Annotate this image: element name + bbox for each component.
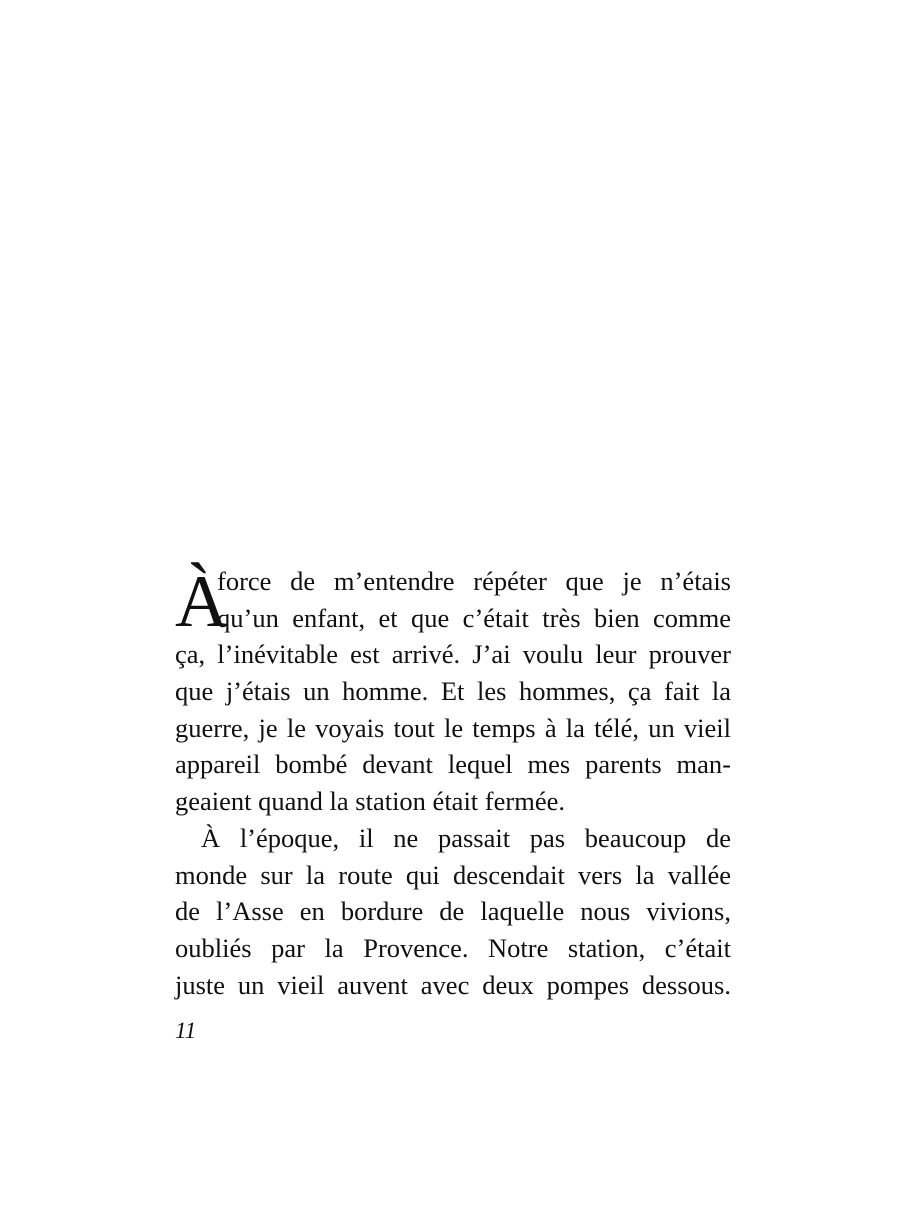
text-line: guerre, je le voyais tout le temps à la télé, un vieil (175, 712, 731, 743)
text-line: qu’un enfant, et que c’était très bien comme (217, 602, 731, 633)
text-line: juste un vieil auvent avec deux pompes dessous. (175, 969, 731, 1000)
text-line: À l’époque, il ne passait pas beaucoup de (201, 822, 731, 853)
drop-cap: À (175, 561, 229, 643)
text-line: ça, l’inévitable est arrivé. J’ai voulu leur prouver (175, 639, 731, 670)
text-line: oubliés par la Provence. Notre station, c’était (175, 932, 731, 963)
text-line: de l’Asse en bordure de laquelle nous vivions, (175, 896, 731, 927)
body-text (175, 563, 731, 1003)
page-number: 11 (175, 1018, 197, 1043)
text-line: appareil bombé devant lequel mes parents man- (175, 749, 731, 780)
text-line: force de m’entendre répéter que je n’étais (217, 566, 731, 596)
text-line: monde sur la route qui descendait vers la vallée (175, 859, 731, 890)
text-line: geaient quand la station était fermée. (175, 786, 565, 817)
text-line: que j’étais un homme. Et les hommes, ça fait la (175, 676, 731, 707)
